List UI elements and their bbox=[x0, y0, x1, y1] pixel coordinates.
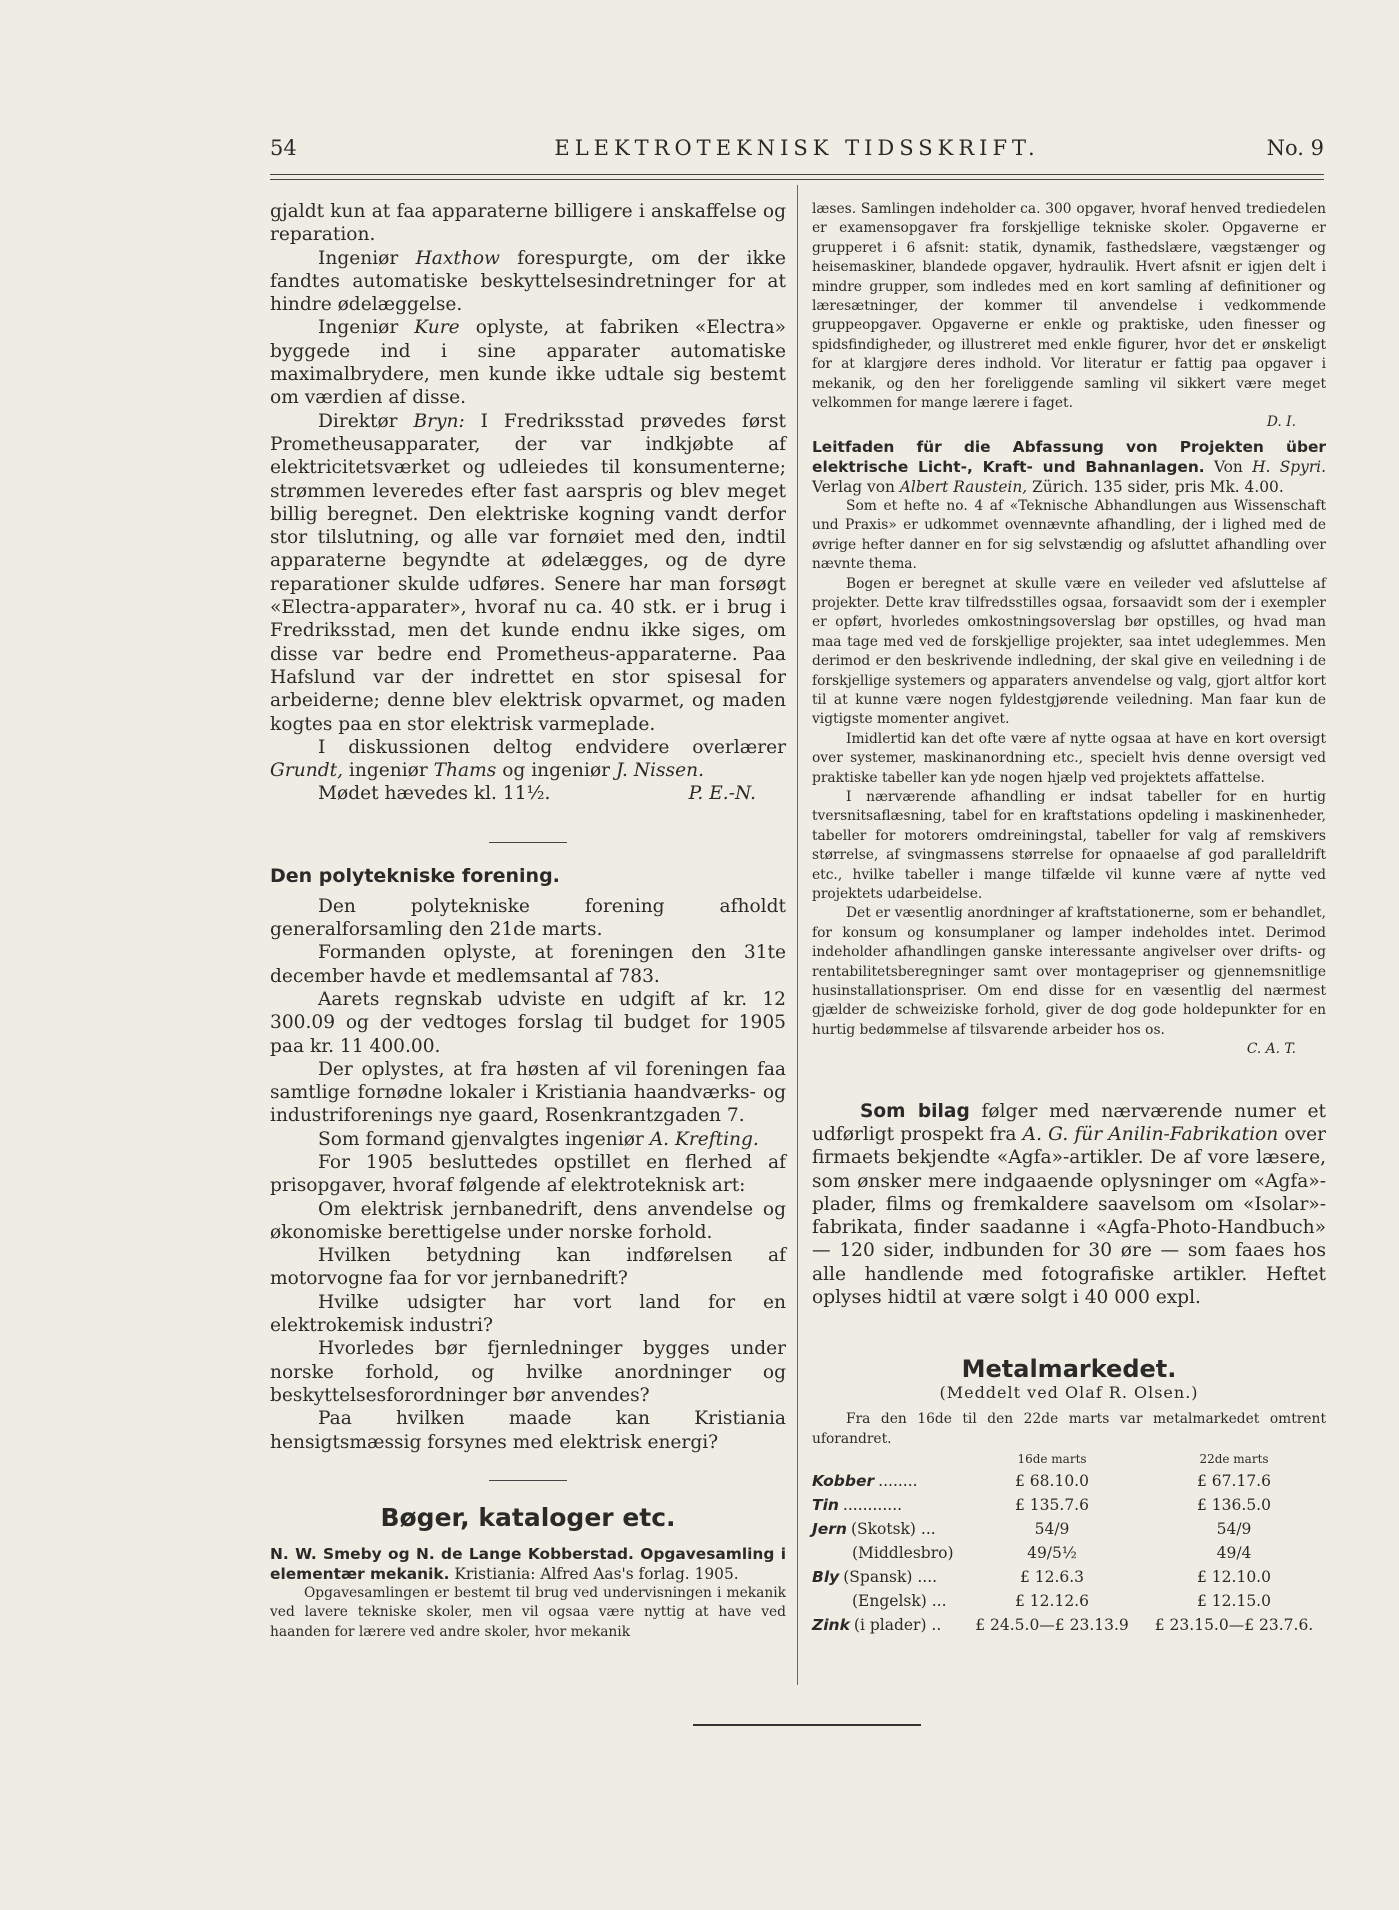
price-22de: 49/4 bbox=[1216, 1544, 1252, 1563]
signature: P. E.-N. bbox=[688, 783, 756, 805]
table-row bbox=[812, 1517, 1326, 1541]
table-row bbox=[812, 1541, 1326, 1565]
price-22de: £ 23.15.0—£ 23.7.6. bbox=[1154, 1616, 1314, 1635]
price-22de: £ 12.15.0 bbox=[1197, 1592, 1271, 1611]
paragraph: Som formand gjenvalgtes ingeniør A. Krefting. bbox=[318, 1128, 759, 1150]
paragraph: læses. Samlingen indeholder ca. 300 opgaver, hvoraf henved trediedelen er examensopgaver fra forskjellige tekniske skoler. Opgaverne er grupperet i 6 afsnit: statik, dynamik, fasthedslære, vægstænger og heisemaskiner, blandede opgaver, hydraulik. Hvert afsnit er igjen delt i mindre grupper, som indledes med en kort samling af definitioner og læresætninger, der kommer til anvendelse i vedkommende gruppeopgaver. Opgaverne er enkle og praktiske, uden finesser og spidsfindigheder, og illustreret med enkle figurer, hvor det er ønskeligt for at klargjøre deres indhold. Vor literatur er fattig paa opgaver i mekanik, og den her foreliggende samling vil sikkert være meget velkommen for mange lærere i faget. bbox=[812, 201, 1326, 412]
paragraph: Imidlertid kan det ofte være af nytte ogsaa at have en kort oversigt over systemer, maskinanordning etc., specielt hvis denne oversigt ved praktiske tabeller kan yde nogen hjælp ved projektets affattelse. bbox=[812, 730, 1326, 786]
paragraph: I diskussionen deltog endvidere overlærer Grundt, ingeniør Thams og ingeniør J. Nissen. bbox=[270, 736, 786, 782]
left-column bbox=[270, 200, 786, 1642]
section-heading: Bøger, kataloger etc. bbox=[380, 1502, 676, 1532]
paragraph: Som et hefte no. 4 af «Teknische Abhandlungen aus Wissenschaft und Praxis» er udkommet ovennævnte afhandling, der i lighed med de øvrige hefter danner en for sig selvstændig og afsluttet afhandling over nævnte thema. bbox=[812, 497, 1326, 573]
table-row bbox=[812, 1613, 1326, 1637]
section-heading: Metalmarkedet. bbox=[961, 1355, 1177, 1384]
header-rule bbox=[270, 174, 1324, 180]
paragraph: gjaldt kun at faa apparaterne billigere i anskaffelse og reparation. bbox=[270, 201, 786, 246]
metal-label: (Engelsk) ... bbox=[852, 1592, 947, 1611]
price-22de: £ 136.5.0 bbox=[1197, 1496, 1271, 1515]
price-22de: £ 67.17.6 bbox=[1197, 1472, 1271, 1491]
paragraph: Hvilke udsigter har vort land for en elektrokemisk industri? bbox=[270, 1291, 786, 1337]
paragraph: Bogen er beregnet at skulle være en veileder ved afsluttelse af projekter. Dette krav tilfredsstilles ogsaa, forsaavidt som der i exempler er opført, hvorledes omkostningsoverslag bør opstilles, og hvad man maa tage med ved de forskjellige projekter, saa intet udeglemmes. Men derimod er den beskrivende indledning, der skal give en veiledning i de forskjellige systemers og apparaters anvendelse og valg, gjort altfor kort til at kunne være nogen fyldestgjørende veiledning. Man faar kun de vigtigste momenter angivet. bbox=[812, 575, 1326, 728]
paragraph: Opgavesamlingen er bestemt til brug ved undervisningen i mekanik ved lavere tekniske skoler, men vil ogsaa være nyttig at have ved haanden for lærere ved andre skoler, hvor mekanik bbox=[270, 1584, 786, 1640]
paragraph: I nærværende afhandling er indsat tabeller for en hurtig tversnitsaflæsning, tabel for en kraftstations opdeling i maskinenheder, tabeller for motorers omdreiningstal, tabeller for valg af remskivers størrelse, af svingmassens størrelse for opnaaelse af god paralleldrift etc., hvilke tabeller i mange tilfælde vil kunne være af nytte ved projektets udarbeidelse. bbox=[812, 788, 1326, 902]
price-16de: £ 68.10.0 bbox=[1015, 1472, 1089, 1491]
paragraph: Den polytekniske forening afholdt generalforsamling den 21de marts. bbox=[270, 895, 786, 941]
paragraph: Direktør Bryn: I Fredriksstad prøvedes først Prometheusapparater, der var indkjøbte af elektricitetsværket og udleiedes til konsumenterne; strømmen leveredes efter fast aarspris og blev meget billig beregnet. Den elektriske kogning vandt derfor stor tilslutning, og alle var fornøiet med den, indtil apparaterne begyndte at ødelægges, og de dyre reparationer skulde udføres. Senere har man forsøgt «Electra-apparater», hvoraf nu ca. 40 stk. er i brug i Fredriksstad, men det kunde endnu ikke siges, om disse var bedre end Prometheus-apparaterne. Paa Hafslund var der indrettet en stor spisesal for arbeiderne; denne blev elektrisk opvarmet, og maden kogtes paa en stor elektrisk varmeplade. bbox=[270, 410, 787, 735]
table-header-row bbox=[812, 1449, 1326, 1469]
metal-label: Zink (i plader) .. bbox=[812, 1616, 942, 1635]
paragraph: For 1905 besluttedes opstillet en flerhed af prisopgaver, hvoraf følgende af elektroteknisk art: bbox=[270, 1151, 786, 1197]
metal-label: Kobber ........ bbox=[812, 1472, 918, 1491]
person-name: A. Krefting. bbox=[649, 1128, 759, 1150]
announcement: Som bilag følger med nærværende numer et udførligt prospekt fra A. G. für Anilin-Fabrikation over firmaets bekjendte «Agfa»-artikler. De af vore læsere, som ønsker mere indgaaende oplysninger om «Agfa»-plader, films og fremkaldere saavelsom om «Isolar»-fabrikata, finder saadanne i «Agfa-Photo-Handbuch» — 120 sider, indbunden for 30 øre — som faaes hos alle handlende med fotografiske artikler. Heftet oplyses hidtil at være solgt i 40 000 expl. bbox=[812, 1100, 1326, 1309]
price-16de: £ 12.12.6 bbox=[1015, 1592, 1089, 1611]
table-row bbox=[812, 1493, 1326, 1517]
section-subheading: (Meddelt ved Olaf R. Olsen.) bbox=[939, 1383, 1199, 1403]
book-entry-title: Leitfaden für die Abfassung von Projekten über elektrische Licht-, Kraft- und Bahnanlagen. Von H. Spyri. Verlag von Albert Raustein, Zürich. 135 sider, pris Mk. 4.00. bbox=[812, 437, 1326, 496]
table-row bbox=[812, 1589, 1326, 1613]
signature: C. A. T. bbox=[1246, 1041, 1296, 1058]
price-16de: 49/5½ bbox=[1027, 1544, 1077, 1563]
price-16de: 54/9 bbox=[1034, 1520, 1070, 1539]
book-entry-title: N. W. Smeby og N. de Lange Kobberstad. Opgavesamling i elementær mekanik. Kristiania: Alfred Aas's forlag. 1905. bbox=[270, 1544, 786, 1583]
person-name: Haxthow bbox=[415, 247, 500, 269]
paragraph: Aarets regnskab udviste en udgift af kr. 12 300.09 og der vedtoges forslag til budget for 1905 paa kr. 11 400.00. bbox=[270, 988, 786, 1057]
signature: D. I. bbox=[1266, 414, 1296, 431]
price-22de: £ 12.10.0 bbox=[1197, 1568, 1271, 1587]
paragraph: Om elektrisk jernbanedrift, dens anvendelse og økonomiske berettigelse under norske forhold. bbox=[270, 1198, 786, 1243]
paragraph: Fra den 16de til den 22de marts var metalmarkedet omtrent uforandret. bbox=[812, 1411, 1326, 1447]
issue-number: No. 9 bbox=[1266, 136, 1324, 160]
paragraph: Ingeniør Kure oplyste, at fabriken «Electra» byggede ind i sine apparater automatiske maximalbrydere, men kunde ikke udtale sig bestemt om værdien af disse. bbox=[270, 317, 786, 409]
price-16de: £ 24.5.0—£ 23.13.9 bbox=[975, 1616, 1129, 1635]
journal-title: ELEKTROTEKNISK TIDSSKRIFT. bbox=[554, 136, 1040, 160]
section-heading: Den polytekniske forening. bbox=[270, 864, 560, 887]
paragraph: Der oplystes, at fra høsten af vil foreningen faa samtlige fornødne lokaler i Kristiania haandværks- og industriforenings nye gaard, Rosenkrantzgaden 7. bbox=[270, 1058, 786, 1127]
table-row bbox=[812, 1565, 1326, 1589]
end-rule bbox=[693, 1724, 921, 1726]
price-22de: 54/9 bbox=[1216, 1520, 1252, 1539]
right-column bbox=[812, 200, 1326, 1637]
closing-line: Mødet hævedes kl. 11½. P. E.-N. bbox=[270, 782, 786, 805]
person-name: Kure bbox=[414, 317, 460, 339]
price-16de: £ 12.6.3 bbox=[1019, 1568, 1085, 1587]
column-header: 16de marts bbox=[1017, 1452, 1087, 1467]
paragraph: Paa hvilken maade kan Kristiania hensigtsmæssig forsynes med elektrisk energi? bbox=[270, 1408, 786, 1453]
metal-label: Jern (Skotsk) ... bbox=[812, 1520, 936, 1539]
metal-label: (Middlesbro) bbox=[852, 1544, 954, 1563]
person-name: Bryn: bbox=[413, 410, 465, 432]
table-row bbox=[812, 1469, 1326, 1493]
page-number: 54 bbox=[270, 136, 297, 160]
metal-price-table bbox=[812, 1449, 1326, 1637]
paragraph: Hvorledes bør fjernledninger bygges under norske forhold, og hvilke anordninger og beskyttelsesforordninger bør anvendes? bbox=[270, 1338, 786, 1406]
price-16de: £ 135.7.6 bbox=[1015, 1496, 1089, 1515]
paragraph: Det er væsentlig anordninger af kraftstationerne, som er behandlet, for konsum og konsumplaner og lamper indeholdes intet. Derimod indeholder afhandlingen ganske interessante angivelser over drifts- og rentabilitetsberegninger samt over montagepriser og gjennemsnitlige husinstallationspriser. Om end disse for en væsentlig del nærmest gjælder de schweiziske forhold, giver de dog gode holdepunkter for en hurtig bedømmelse af tilsvarende arbeider hos os. bbox=[812, 905, 1326, 1038]
running-header bbox=[270, 136, 1324, 166]
paragraph: Formanden oplyste, at foreningen den 31te december havde et medlemsantal af 783. bbox=[270, 942, 786, 987]
paragraph: Hvilken betydning kan indførelsen af motorvogne faa for vor jernbanedrift? bbox=[270, 1245, 786, 1290]
metal-label: Bly (Spansk) .... bbox=[812, 1568, 938, 1587]
paragraph: Ingeniør Haxthow forespurgte, om der ikke fandtes automatiske beskyttelsesindretninger for at hindre ødelæggelse. bbox=[270, 247, 786, 316]
column-divider bbox=[797, 185, 798, 1685]
metal-label: Tin ............ bbox=[812, 1496, 903, 1515]
column-header: 22de marts bbox=[1199, 1452, 1269, 1467]
